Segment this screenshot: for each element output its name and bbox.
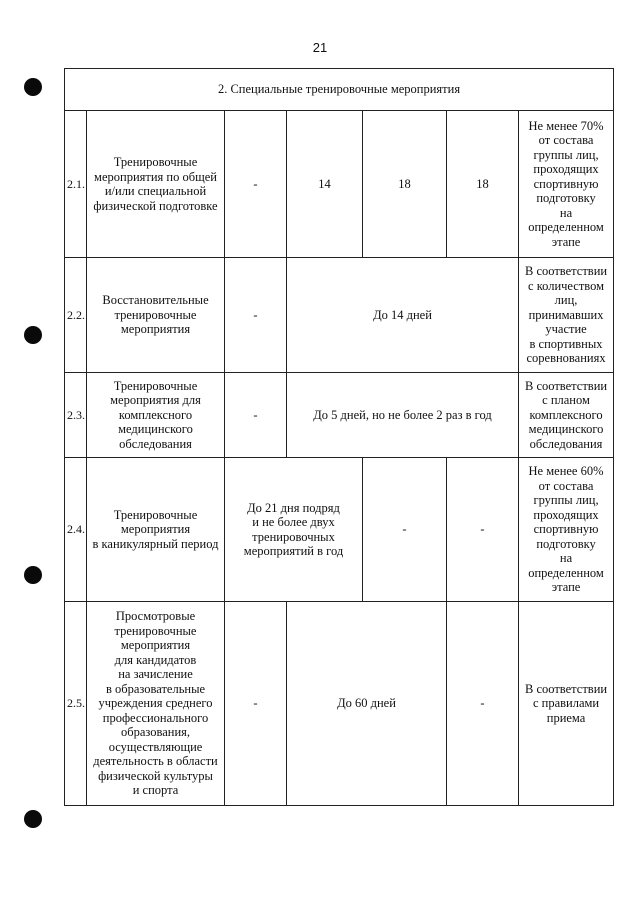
table-row (65, 602, 614, 806)
stage-value: - (447, 458, 519, 602)
participants-note: В соответствии с правилами приема (519, 602, 614, 806)
table-row (65, 111, 614, 258)
punch-hole (24, 566, 42, 584)
row-number: 2.1. (65, 111, 87, 258)
stage-value: - (225, 373, 287, 458)
duration-value: До 14 дней (287, 258, 519, 373)
stage-value: - (225, 258, 287, 373)
page-number: 21 (312, 40, 328, 55)
duration-value: До 21 дня подряд и не более двух тренировочных мероприятий в год (225, 458, 363, 602)
activity-name: Восстановительные тренировочные мероприятия (87, 258, 225, 373)
row-number: 2.5. (65, 602, 87, 806)
table-row (65, 258, 614, 373)
stage-value: 18 (447, 111, 519, 258)
row-number: 2.2. (65, 258, 87, 373)
row-number: 2.3. (65, 373, 87, 458)
section-title: 2. Специальные тренировочные мероприятия (65, 69, 614, 111)
punch-hole (24, 810, 42, 828)
activity-name: Тренировочные мероприятия по общей и/или специальной физической подготовке (87, 111, 225, 258)
table-row (65, 373, 614, 458)
duration-value: До 60 дней (287, 602, 447, 806)
punch-hole (24, 78, 42, 96)
duration-value: До 5 дней, но не более 2 раз в год (287, 373, 519, 458)
stage-value: 18 (363, 111, 447, 258)
activity-name: Тренировочные мероприятия в каникулярный период (87, 458, 225, 602)
participants-note: Не менее 60% от состава группы лиц, проходящих спортивную подготовку на определенном этапе (519, 458, 614, 602)
training-activities-table (64, 68, 614, 806)
stage-value: - (225, 602, 287, 806)
activity-name: Просмотровые тренировочные мероприятия для кандидатов на зачисление в образовательные учреждения среднего профессионального образования, осуществляющие деятельность в области физической культуры и спорта (87, 602, 225, 806)
participants-note: В соответствии с количеством лиц, принимавших участие в спортивных соревнованиях (519, 258, 614, 373)
stage-value: - (447, 602, 519, 806)
table-row (65, 458, 614, 602)
activity-name: Тренировочные мероприятия для комплексного медицинского обследования (87, 373, 225, 458)
participants-note: В соответствии с планом комплексного медицинского обследования (519, 373, 614, 458)
stage-value: - (363, 458, 447, 602)
punch-hole (24, 326, 42, 344)
stage-value: 14 (287, 111, 363, 258)
stage-value: - (225, 111, 287, 258)
row-number: 2.4. (65, 458, 87, 602)
participants-note: Не менее 70% от состава группы лиц, проходящих спортивную подготовку на определенном этапе (519, 111, 614, 258)
